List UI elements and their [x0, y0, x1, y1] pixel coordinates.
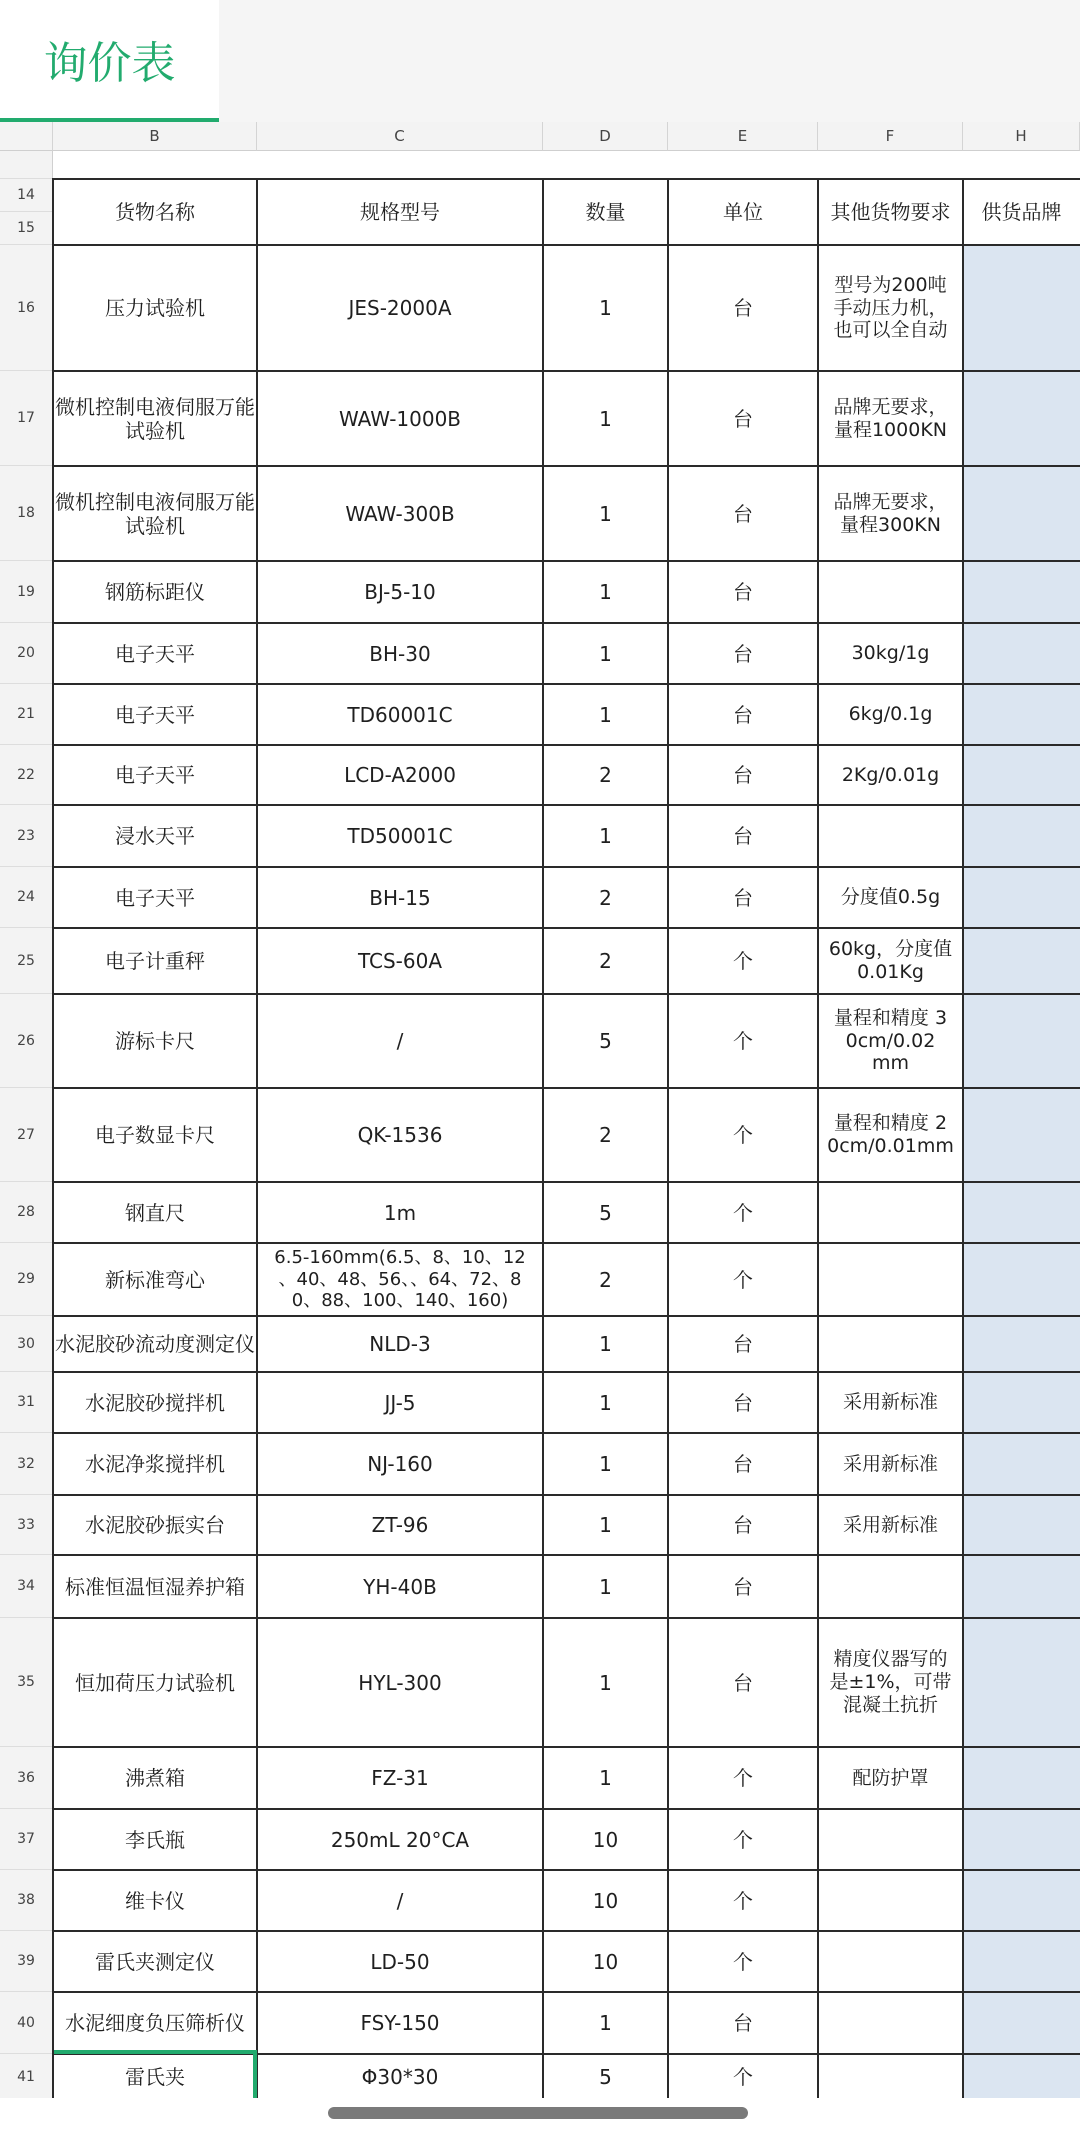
row-header-18[interactable]: 18: [0, 466, 53, 561]
cell-brand[interactable]: [963, 1809, 1080, 1870]
grid-line-horizontal: [53, 1494, 1080, 1496]
cell-qty[interactable]: 1: [599, 1513, 612, 1537]
cell-brand[interactable]: [963, 684, 1080, 745]
grid-line-horizontal: [53, 622, 1080, 624]
row-header-25[interactable]: 25: [0, 928, 53, 994]
cell-brand[interactable]: [963, 805, 1080, 867]
grid-line-vertical: [667, 178, 669, 2100]
header-cell-unit[interactable]: 单位: [723, 200, 763, 224]
cell-brand[interactable]: [963, 1618, 1080, 1747]
cell-unit[interactable]: 个: [733, 1888, 753, 1913]
cell-model[interactable]: NLD-3: [369, 1332, 431, 1356]
cell-name[interactable]: 标准恒温恒湿养护箱: [65, 1574, 245, 1599]
cell-model[interactable]: TD50001C: [347, 824, 453, 848]
grid-line-vertical: [542, 178, 544, 2100]
cell-req[interactable]: [818, 1316, 963, 1372]
cell-qty[interactable]: 10: [592, 1888, 619, 1913]
cell-model[interactable]: FZ-31: [371, 1766, 429, 1790]
cell-qty[interactable]: 2: [599, 1267, 612, 1292]
cell-req[interactable]: [818, 1243, 963, 1316]
cell-req[interactable]: 量程和精度 2 0cm/0.01mm: [827, 1112, 954, 1157]
cell-unit[interactable]: 台: [733, 702, 753, 727]
cell-req[interactable]: 30kg/1g: [851, 642, 930, 665]
cell-unit[interactable]: 台: [733, 641, 753, 666]
column-header-c[interactable]: C: [257, 122, 543, 151]
cell-model[interactable]: WAW-1000B: [338, 406, 462, 431]
row-header-26[interactable]: 26: [0, 994, 53, 1088]
cell-unit[interactable]: 台: [733, 501, 753, 526]
grid-line-vertical: [962, 178, 964, 2100]
column-header-e[interactable]: E: [668, 122, 818, 151]
cell-name[interactable]: 电子计重秤: [105, 949, 205, 973]
row-header-40[interactable]: 40: [0, 1992, 53, 2054]
cell-name[interactable]: 维卡仪: [125, 1888, 185, 1913]
column-header-f[interactable]: F: [818, 122, 963, 151]
sheet-tab-inquiry[interactable]: 询价表: [0, 0, 219, 123]
grid-line-horizontal: [53, 1315, 1080, 1317]
cell-unit[interactable]: 个: [733, 1123, 753, 1147]
row-header-32[interactable]: 32: [0, 1433, 53, 1495]
grid-line-vertical: [817, 178, 819, 2100]
cell-name[interactable]: 电子数显卡尺: [95, 1123, 215, 1147]
cell-req[interactable]: 量程和精度 3 0cm/0.02 mm: [833, 1006, 948, 1075]
cell-brand[interactable]: [963, 1316, 1080, 1372]
grid-line-horizontal: [53, 1930, 1080, 1932]
cell-brand[interactable]: [963, 1088, 1080, 1182]
row-header-36[interactable]: 36: [0, 1747, 53, 1809]
cell-brand[interactable]: [963, 1243, 1080, 1316]
cell-qty[interactable]: 1: [599, 1332, 612, 1356]
row-header-17[interactable]: 17: [0, 371, 53, 466]
cell-model[interactable]: HYL-300: [358, 1670, 442, 1695]
cell-unit[interactable]: 台: [733, 763, 753, 787]
cell-unit[interactable]: 个: [733, 1200, 753, 1225]
grid-line-horizontal: [53, 1181, 1080, 1183]
cell-model[interactable]: YH-40B: [363, 1574, 437, 1599]
cell-qty[interactable]: 1: [599, 702, 612, 727]
cell-model[interactable]: ZT-96: [371, 1513, 429, 1537]
grid-line-horizontal: [53, 370, 1080, 372]
cell-name[interactable]: 电子天平: [115, 702, 195, 727]
cell-name[interactable]: 水泥胶砂流动度测定仪: [55, 1332, 255, 1356]
cell-unit[interactable]: 台: [733, 1452, 753, 1476]
cell-qty[interactable]: 2: [599, 885, 612, 910]
cell-brand[interactable]: [963, 466, 1080, 561]
cell-model[interactable]: BJ-5-10: [364, 580, 436, 604]
cell-brand[interactable]: [963, 928, 1080, 994]
cell-brand[interactable]: [963, 1555, 1080, 1618]
header-cell-brand[interactable]: 供货品牌: [981, 200, 1062, 224]
row-header-23[interactable]: 23: [0, 805, 53, 867]
cell-qty[interactable]: 1: [599, 1390, 612, 1415]
cell-name[interactable]: 电子天平: [115, 641, 195, 666]
cell-name[interactable]: 游标卡尺: [115, 1029, 195, 1053]
cell-req[interactable]: [818, 561, 963, 623]
cell-name[interactable]: 水泥胶砂振实台: [85, 1513, 225, 1537]
cell-qty[interactable]: 5: [599, 1029, 612, 1053]
cell-req[interactable]: 采用新标准: [842, 1452, 938, 1475]
grid-line-horizontal: [53, 1371, 1080, 1373]
grid-line-horizontal: [53, 244, 1080, 246]
cell-model[interactable]: 6.5-160mm(6.5、8、10、12 、40、48、56、、64、72、8 0、88、100、140、160): [274, 1247, 526, 1312]
cell-brand[interactable]: [963, 1931, 1080, 1992]
row-header-28[interactable]: 28: [0, 1182, 53, 1243]
row-header-29[interactable]: 29: [0, 1243, 53, 1316]
cell-req[interactable]: 配防护罩: [852, 1766, 929, 1789]
cell-model[interactable]: Φ30*30: [361, 2065, 439, 2089]
row-header-24[interactable]: 24: [0, 867, 53, 928]
cell-qty[interactable]: 1: [599, 1670, 612, 1695]
cell-req[interactable]: [818, 805, 963, 867]
cell-brand[interactable]: [963, 994, 1080, 1088]
cell-req[interactable]: [818, 1870, 963, 1931]
cell-qty[interactable]: 1: [599, 1766, 612, 1790]
cell-name[interactable]: 压力试验机: [105, 296, 205, 320]
cell-qty[interactable]: 1: [599, 296, 612, 320]
column-header-h[interactable]: H: [963, 122, 1080, 151]
cell-model[interactable]: JES-2000A: [348, 296, 452, 320]
cell-name[interactable]: 李氏瓶: [125, 1827, 185, 1852]
row-header-16[interactable]: 16: [0, 245, 53, 371]
cell-name[interactable]: 水泥细度负压筛析仪: [65, 2011, 245, 2035]
cell-name[interactable]: 钢筋标距仪: [105, 580, 205, 604]
cell-qty[interactable]: 5: [599, 2065, 612, 2089]
cell-qty[interactable]: 10: [592, 1827, 619, 1852]
cell-name[interactable]: 水泥胶砂搅拌机: [85, 1390, 225, 1415]
row-header-21[interactable]: 21: [0, 684, 53, 745]
cell-name[interactable]: 新标准弯心: [105, 1267, 205, 1292]
column-header-b[interactable]: B: [53, 122, 257, 151]
cell-model[interactable]: JJ-5: [384, 1390, 416, 1415]
cell-unit[interactable]: 台: [733, 1670, 753, 1695]
cell-req[interactable]: [818, 1555, 963, 1618]
cell-unit[interactable]: 台: [733, 1390, 753, 1415]
cell-unit[interactable]: 个: [733, 1029, 753, 1053]
grid-line-horizontal: [53, 1242, 1080, 1244]
grid-line-horizontal: [53, 1808, 1080, 1810]
cell-unit[interactable]: 个: [733, 1949, 753, 1974]
cell-req[interactable]: [818, 1992, 963, 2054]
cell-unit[interactable]: 台: [733, 1513, 753, 1537]
cell-model[interactable]: /: [396, 1029, 404, 1053]
cell-name[interactable]: 浸水天平: [115, 824, 195, 848]
header-cell-qty[interactable]: 数量: [585, 200, 626, 224]
cell-req[interactable]: [818, 2054, 963, 2100]
header-cell-req[interactable]: 其他货物要求: [830, 200, 951, 224]
column-header-corner: [0, 122, 53, 151]
cell-unit[interactable]: 个: [733, 949, 753, 973]
cell-brand[interactable]: [963, 561, 1080, 623]
cell-qty[interactable]: 1: [599, 2011, 612, 2035]
cell-unit[interactable]: 个: [733, 1766, 753, 1790]
cell-model[interactable]: TD60001C: [347, 702, 453, 727]
cell-qty[interactable]: 5: [599, 1200, 612, 1225]
cell-qty[interactable]: 2: [599, 949, 612, 973]
grid-line-horizontal: [53, 993, 1080, 995]
cell-unit[interactable]: 台: [733, 1332, 753, 1356]
row-header-34[interactable]: 34: [0, 1555, 53, 1618]
cell-req[interactable]: 6kg/0.1g: [848, 703, 933, 726]
cell-req[interactable]: 品牌无要求， 量程1000KN: [833, 395, 948, 441]
row-header-41[interactable]: 41: [0, 2054, 53, 2100]
row-header-39[interactable]: 39: [0, 1931, 53, 1992]
cell-model[interactable]: QK-1536: [357, 1123, 443, 1147]
row-header-22[interactable]: 22: [0, 745, 53, 805]
cell-name[interactable]: 微机控制电液伺服万能 试验机: [55, 394, 255, 443]
cell-name[interactable]: 钢直尺: [125, 1200, 185, 1225]
row-header-27[interactable]: 27: [0, 1088, 53, 1182]
grid-line-horizontal: [53, 178, 1080, 180]
grid-line-horizontal: [53, 804, 1080, 806]
cell-model[interactable]: 250mL 20°CA: [330, 1827, 470, 1852]
cell-qty[interactable]: 1: [599, 824, 612, 848]
grid-line-horizontal: [53, 560, 1080, 562]
cell-name[interactable]: 雷氏夹: [125, 2065, 185, 2089]
cell-unit[interactable]: 台: [733, 2011, 753, 2035]
cell-model[interactable]: BH-30: [369, 641, 431, 666]
grid-line-horizontal: [53, 927, 1080, 929]
cell-brand[interactable]: [963, 1992, 1080, 2054]
row-header-33[interactable]: 33: [0, 1495, 53, 1555]
cell-req[interactable]: 分度值0.5g: [840, 886, 941, 909]
cell-qty[interactable]: 1: [599, 580, 612, 604]
grid-line-horizontal: [53, 683, 1080, 685]
cell-req[interactable]: [818, 1809, 963, 1870]
cell-req[interactable]: 品牌无要求， 量程300KN: [833, 490, 948, 536]
cell-unit[interactable]: 台: [733, 580, 753, 604]
row-header-blank: [0, 151, 53, 179]
cell-brand[interactable]: [963, 623, 1080, 684]
cell-name[interactable]: 恒加荷压力试验机: [75, 1670, 235, 1695]
grid-line-horizontal: [53, 465, 1080, 467]
header-cell-model[interactable]: 规格型号: [360, 200, 440, 224]
grid-line-vertical: [52, 178, 54, 2100]
cell-req[interactable]: [818, 1931, 963, 1992]
grid-line-horizontal: [53, 1554, 1080, 1556]
cell-unit[interactable]: 台: [733, 296, 753, 320]
cell-brand[interactable]: [963, 867, 1080, 928]
row-header-35[interactable]: 35: [0, 1618, 53, 1747]
cell-brand[interactable]: [963, 745, 1080, 805]
cell-req[interactable]: [818, 1182, 963, 1243]
cell-model[interactable]: /: [396, 1888, 404, 1913]
header-cell-name[interactable]: 货物名称: [115, 200, 195, 224]
cell-unit[interactable]: 台: [733, 406, 753, 431]
cell-model[interactable]: BH-15: [369, 885, 431, 910]
grid-line-horizontal: [53, 1087, 1080, 1089]
cell-unit[interactable]: 个: [733, 2065, 753, 2089]
cell-unit[interactable]: 个: [733, 1267, 753, 1292]
cell-qty[interactable]: 1: [599, 641, 612, 666]
cell-unit[interactable]: 台: [733, 885, 753, 910]
cell-name[interactable]: 微机控制电液伺服万能 试验机: [55, 489, 255, 538]
cell-qty[interactable]: 1: [599, 501, 612, 526]
column-header-d[interactable]: D: [543, 122, 668, 151]
cell-unit[interactable]: 个: [733, 1827, 753, 1852]
cell-model[interactable]: LD-50: [370, 1949, 430, 1974]
cell-model[interactable]: NJ-160: [367, 1452, 433, 1476]
row-header-14[interactable]: 14: [0, 179, 53, 212]
grid-line-horizontal: [53, 1432, 1080, 1434]
cell-unit[interactable]: 台: [733, 824, 753, 848]
cell-brand[interactable]: [963, 1870, 1080, 1931]
cell-req[interactable]: 采用新标准: [842, 1391, 938, 1414]
cell-name[interactable]: 电子天平: [115, 885, 195, 910]
cell-qty[interactable]: 2: [599, 763, 612, 787]
row-header-38[interactable]: 38: [0, 1870, 53, 1931]
cell-qty[interactable]: 2: [599, 1123, 612, 1147]
row-header-19[interactable]: 19: [0, 561, 53, 623]
cell-qty[interactable]: 10: [592, 1949, 619, 1974]
cell-brand[interactable]: [963, 1372, 1080, 1433]
cell-req[interactable]: 2Kg/0.01g: [841, 763, 940, 786]
home-indicator[interactable]: [328, 2107, 748, 2119]
cell-name[interactable]: 沸煮箱: [125, 1766, 185, 1790]
cell-req[interactable]: 60kg，分度值 0.01Kg: [828, 938, 953, 983]
cell-unit[interactable]: 台: [733, 1574, 753, 1599]
cell-brand[interactable]: [963, 1433, 1080, 1495]
cell-brand[interactable]: [963, 1747, 1080, 1809]
cell-model[interactable]: WAW-300B: [345, 501, 455, 526]
cell-model[interactable]: LCD-A2000: [344, 763, 456, 787]
grid-line-horizontal: [53, 744, 1080, 746]
cell-model[interactable]: FSY-150: [360, 2011, 440, 2035]
grid-line-horizontal: [53, 1991, 1080, 1993]
row-header-30[interactable]: 30: [0, 1316, 53, 1372]
row-header-20[interactable]: 20: [0, 623, 53, 684]
cell-name[interactable]: 雷氏夹测定仪: [95, 1949, 215, 1974]
cell-qty[interactable]: 1: [599, 1452, 612, 1476]
cell-brand[interactable]: [963, 1495, 1080, 1555]
cell-name[interactable]: 电子天平: [115, 763, 195, 787]
cell-qty[interactable]: 1: [599, 406, 612, 431]
cell-brand[interactable]: [963, 245, 1080, 371]
cell-name[interactable]: 水泥净浆搅拌机: [85, 1452, 225, 1476]
grid-line-horizontal: [53, 1746, 1080, 1748]
selected-cell-border: [54, 2050, 257, 2100]
grid-line-horizontal: [53, 1617, 1080, 1619]
grid-line-horizontal: [53, 1869, 1080, 1871]
grid-line-vertical: [256, 178, 258, 2100]
cell-brand[interactable]: [963, 2054, 1080, 2100]
cell-model[interactable]: TCS-60A: [357, 949, 443, 973]
cell-req[interactable]: 型号为200吨 手动压力机， 也可以全自动: [833, 273, 948, 342]
row-header-31[interactable]: 31: [0, 1372, 53, 1433]
cell-model[interactable]: 1m: [383, 1200, 417, 1225]
cell-brand[interactable]: [963, 371, 1080, 466]
row-header-15[interactable]: 15: [0, 212, 53, 245]
cell-req[interactable]: 采用新标准: [842, 1513, 938, 1536]
grid-line-horizontal: [53, 866, 1080, 868]
row-header-37[interactable]: 37: [0, 1809, 53, 1870]
cell-brand[interactable]: [963, 1182, 1080, 1243]
cell-qty[interactable]: 1: [599, 1574, 612, 1599]
cell-req[interactable]: 精度仪器写的 是±1%，可带 混凝土抗折: [829, 1648, 952, 1716]
